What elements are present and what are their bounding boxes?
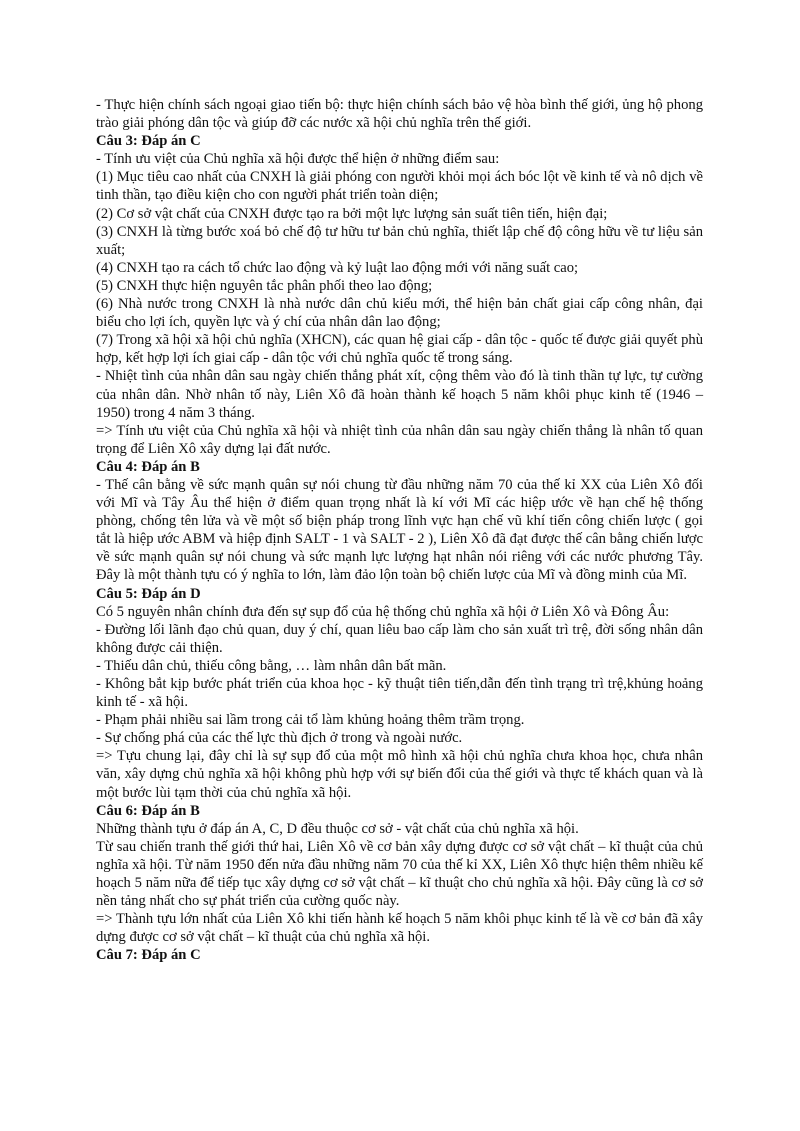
paragraph: => Thành tựu lớn nhất của Liên Xô khi tiến hành kế hoạch 5 năm khôi phục kinh tế là về cơ bản đã xây dựng được cơ sở vật chất – kĩ thuật của chủ nghĩa xã hội. [96,911,703,946]
paragraph: Có 5 nguyên nhân chính đưa đến sự sụp đổ của hệ thống chủ nghĩa xã hội ở Liên Xô và Đông Âu: [96,603,670,620]
paragraph: (6) Nhà nước trong CNXH là nhà nước dân chủ kiểu mới, thể hiện bản chất giai cấp công nhân, đại biểu cho lợi ích, quyền lực và ý chí của nhân dân lao động; [96,296,703,331]
paragraph: Từ sau chiến tranh thế giới thứ hai, Liên Xô về cơ bản xây dựng được cơ sở vật chất – kĩ thuật của chủ nghĩa xã hội. Từ năm 1950 đến nửa đầu những năm 70 của thế kỉ XX, Liên Xô thực hiện thêm nhiều kế hoạch 5 năm nữa để tiếp tục xây dựng cơ sở vật chất – kĩ thuật cho chủ nghĩa xã hội. Đây cũng là cơ sở nền tảng nhất cho sự phát triển của cường quốc này. [96,838,703,910]
paragraph: (4) CNXH tạo ra cách tổ chức lao động và kỷ luật lao động mới với năng suất cao; [96,259,579,276]
paragraph: - Đường lối lãnh đạo chủ quan, duy ý chí, quan liêu bao cấp làm cho sản xuất trì trệ, đời sống nhân dân không được cải thiện. [96,621,703,656]
document-page [96,96,703,965]
question-heading: Câu 3: Đáp án C [96,133,201,150]
question-heading: Câu 4: Đáp án B [96,458,200,475]
paragraph: - Sự chống phá của các thế lực thù địch ở trong và ngoài nước. [96,730,463,747]
question-heading: Câu 5: Đáp án D [96,585,201,602]
paragraph: (2) Cơ sở vật chất của CNXH được tạo ra bởi một lực lượng sản suất tiên tiến, hiện đại; [96,205,608,222]
paragraph: - Phạm phải nhiều sai lầm trong cải tổ làm khủng hoảng thêm trầm trọng. [96,712,525,729]
paragraph: (7) Trong xã hội xã hội chủ nghĩa (XHCN), các quan hệ giai cấp - dân tộc - quốc tế được giải quyết phù hợp, kết hợp lợi ích giai cấp - dân tộc với chủ nghĩa quốc tế trong sáng. [96,332,703,367]
paragraph: - Thiếu dân chủ, thiếu công bằng, … làm nhân dân bất mãn. [96,657,447,674]
paragraph: - Tính ưu việt của Chủ nghĩa xã hội được thể hiện ở những điểm sau: [96,151,500,168]
paragraph: (1) Mục tiêu cao nhất của CNXH là giải phóng con người khỏi mọi ách bóc lột về kinh tế và nô dịch về tinh thần, tạo điều kiện cho con người phát triển toàn diện; [96,169,703,204]
paragraph: (5) CNXH thực hiện nguyên tắc phân phối theo lao động; [96,277,433,294]
paragraph: - Nhiệt tình của nhân dân sau ngày chiến thắng phát xít, cộng thêm vào đó là tinh thần tự lực, tự cường của nhân dân. Nhờ nhân tố này, Liên Xô đã hoàn thành kế hoạch 5 năm khôi phục kinh tế (1946 – 1950) trong 4 năm 3 tháng. [96,368,703,421]
paragraph: => Tính ưu việt của Chủ nghĩa xã hội và nhiệt tình của nhân dân sau ngày chiến thắng là nhân tố quan trọng để Liên Xô xây dựng lại đất nước. [96,422,703,457]
paragraph: => Tựu chung lại, đây chỉ là sự sụp đổ của một mô hình xã hội chủ nghĩa chưa khoa học, chưa nhân văn, xây dựng chủ nghĩa xã hội không phù hợp với sự biến đổi của thế giới và thực tế khách quan và là một bước lùi tạm thời của chủ nghĩa xã hội. [96,748,703,801]
paragraph: (3) CNXH là từng bước xoá bỏ chế độ tư hữu tư bản chủ nghĩa, thiết lập chế độ công hữu về tư liệu sản xuất; [96,223,703,258]
question-heading: Câu 7: Đáp án C [96,947,201,964]
paragraph: - Thế cân bằng về sức mạnh quân sự nói chung từ đầu những năm 70 của thế kỉ XX của Liên Xô đối với Mĩ và Tây Âu thể hiện ở điểm quan trọng nhất là kí với Mĩ các hiệp ước về hạn chế hệ thống phòng, chống tên lửa và về một số biện pháp trong lĩnh vực hạn chế vũ khí tiến công chiến lược ( gọi tắt là hiệp ước ABM và hiệp định SALT - 1 và SALT - 2 ), Liên Xô đã đạt được thế cân bằng chiến lược về sức mạnh quân sự nói chung và sức mạnh lực lượng hạt nhân nói riêng với các nước phương Tây. Đây là một thành tựu có ý nghĩa to lớn, làm đảo lộn toàn bộ chiến lược của Mĩ và đồng minh của Mĩ. [96,476,703,584]
paragraph: - Không bắt kịp bước phát triển của khoa học - kỹ thuật tiên tiến,dẫn đến tình trạng trì trệ,khủng hoảng kinh tế - xã hội. [96,676,703,711]
question-heading: Câu 6: Đáp án B [96,802,200,819]
paragraph: Những thành tựu ở đáp án A, C, D đều thuộc cơ sở - vật chất của chủ nghĩa xã hội. [96,820,579,837]
paragraph: - Thực hiện chính sách ngoại giao tiến bộ: thực hiện chính sách bảo vệ hòa bình thế giới, ủng hộ phong trào giải phóng dân tộc và giúp đỡ các nước xã hội chủ nghĩa trên thế giới. [96,97,703,132]
